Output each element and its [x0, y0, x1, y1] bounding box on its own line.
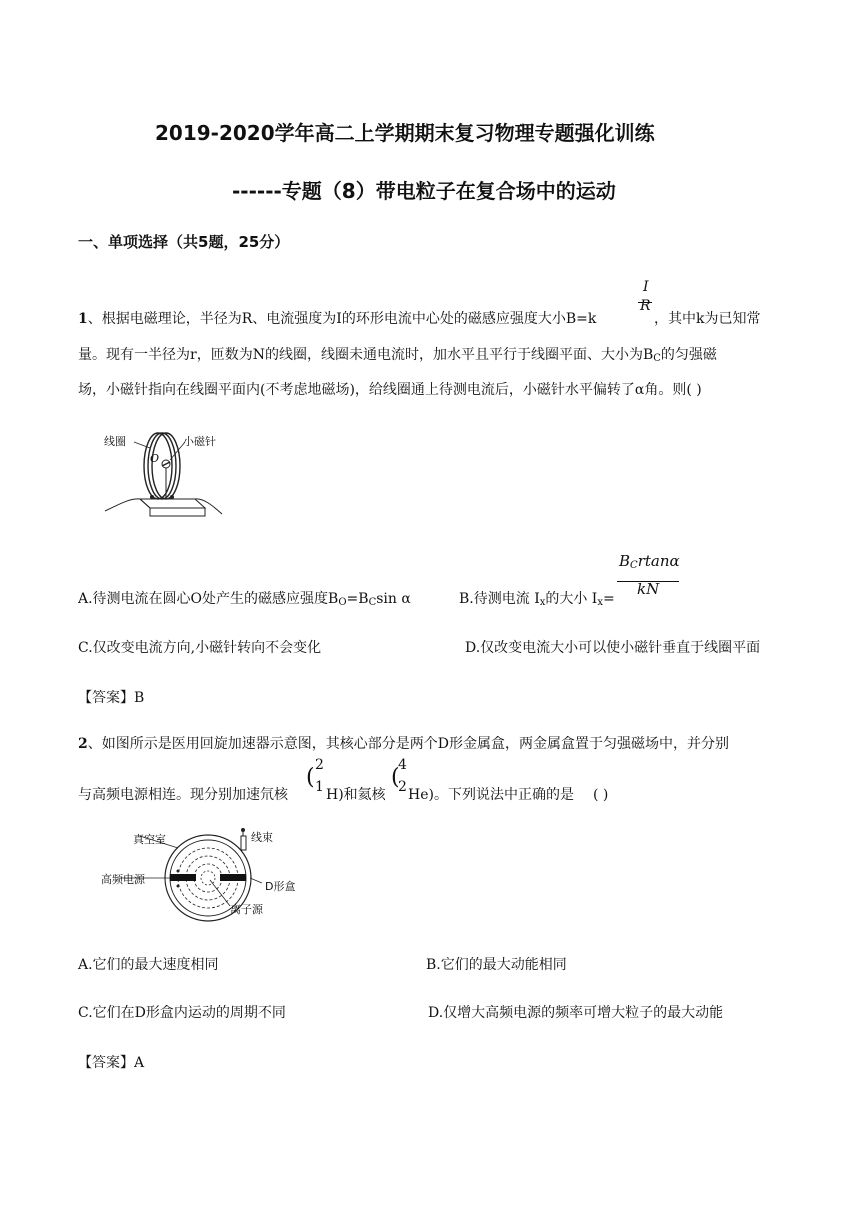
q1-option-c: C.仅改变电流方向,小磁针转向不会变化: [78, 640, 322, 656]
q2-paren-2: (: [391, 765, 400, 790]
q1-option-a-mid: =B: [346, 591, 369, 607]
q2-answer-value: A: [134, 1055, 145, 1071]
q1-answer-label: 【答案】: [78, 690, 134, 706]
q1-option-a-sub1: O: [338, 597, 347, 608]
q1-line2-text: 量。现有一半径为r，匝数为N的线圈，线圈未通电流时，加水平且平行于线圈平面、大小为B: [78, 347, 654, 363]
coil-label: 线圈: [104, 435, 126, 448]
q1-option-a: [78, 589, 411, 613]
q1-frac-num: I: [643, 279, 649, 295]
page-title: 2019-2020学年高二上学期期末复习物理专题强化训练: [155, 121, 655, 145]
q1-answer: [78, 688, 144, 708]
power-label: 高频电源: [101, 873, 145, 886]
q2-iso1-symbol: H)和氦核: [326, 787, 386, 803]
q1-optb-num-b: B: [619, 552, 631, 570]
vacuum-label: 真空室: [133, 833, 166, 846]
center-label: O: [150, 452, 160, 465]
needle-label: 小磁针: [183, 435, 216, 448]
q2-answer-label: 【答案】: [78, 1055, 134, 1071]
q2-iso1-mass: 2: [315, 757, 324, 773]
q2-iso2-charge: 2: [398, 779, 407, 795]
q1-line2-sub: C: [653, 353, 661, 364]
q1-optb-num-sub: C: [630, 560, 638, 571]
q1-optb-denominator: kN: [637, 580, 660, 598]
q1-option-b-mid: 的大小 I: [545, 591, 598, 607]
q2-iso2-symbol: He)。下列说法中正确的是: [408, 787, 574, 803]
q2-iso1-charge: 1: [315, 779, 324, 795]
beam-label: 线束: [251, 831, 273, 844]
q2-line2: 与高频电源相连。现分别加速氘核: [78, 787, 288, 803]
q1-option-a-tail: sin α: [376, 591, 411, 607]
q1-line2: [78, 345, 717, 369]
q1-text1: 、根据电磁理论，半径为R、电流强度为I的环形电流中心处的磁感应强度大小B=k: [87, 311, 597, 327]
source-label: 离子源: [230, 903, 263, 916]
q1-option-b: [459, 589, 615, 613]
q1-option-b-eq: =: [602, 591, 615, 607]
q1-optb-numerator: [619, 552, 680, 571]
q2-iso2-mass: 4: [398, 757, 407, 773]
q1-option-a-sub2: C: [368, 597, 377, 608]
q2-number: 2: [78, 736, 88, 752]
q1-line2-tail: 的匀强磁: [660, 347, 717, 363]
q1-option-b-text: B.待测电流 I: [459, 591, 540, 607]
q2-option-d: D.仅增大高频电源的频率可增大粒子的最大动能: [428, 1005, 724, 1021]
q1-frac-den: R: [640, 298, 651, 314]
q1-line3: 场，小磁针指向在线圈平面内(不考虑地磁场)，给线圈通上待测电流后，小磁针水平偏转了α角。则( ): [78, 382, 702, 398]
q2-line1: [78, 734, 729, 754]
q2-option-a: A.它们的最大速度相同: [78, 957, 219, 973]
q1-option-b-sub2: x: [597, 597, 603, 608]
q2-option-c: C.它们在D形盒内运动的周期不同: [78, 1005, 286, 1021]
q1-answer-value: B: [134, 690, 145, 706]
q1-line1: [78, 309, 596, 329]
q2-paren-blank: ( ): [593, 787, 609, 803]
q1-option-d: D.仅改变电流大小可以使小磁针垂直于线圈平面: [465, 640, 761, 656]
q2-answer: [78, 1053, 144, 1073]
q1-number: 1: [78, 311, 88, 327]
q2-line1-text: 、如图所示是医用回旋加速器示意图，其核心部分是两个D形金属盒，两金属盒置于匀强磁场中，并分别: [87, 736, 729, 752]
q1-text1-tail: ，其中k为已知常: [654, 311, 761, 327]
q2-option-b: B.它们的最大动能相同: [426, 957, 567, 973]
q2-paren-1: (: [306, 765, 315, 790]
q1-option-a-text: A.待测电流在圆心O处产生的磁感应强度B: [78, 591, 339, 607]
dbox-label: D形盒: [265, 880, 296, 893]
q1-option-b-sub: x: [539, 597, 546, 608]
page-subtitle: ------专题（8）带电粒子在复合场中的运动: [232, 179, 616, 203]
section-heading: 一、单项选择（共5题，25分）: [78, 233, 290, 251]
q1-optb-num-tail: rtanα: [637, 552, 680, 570]
